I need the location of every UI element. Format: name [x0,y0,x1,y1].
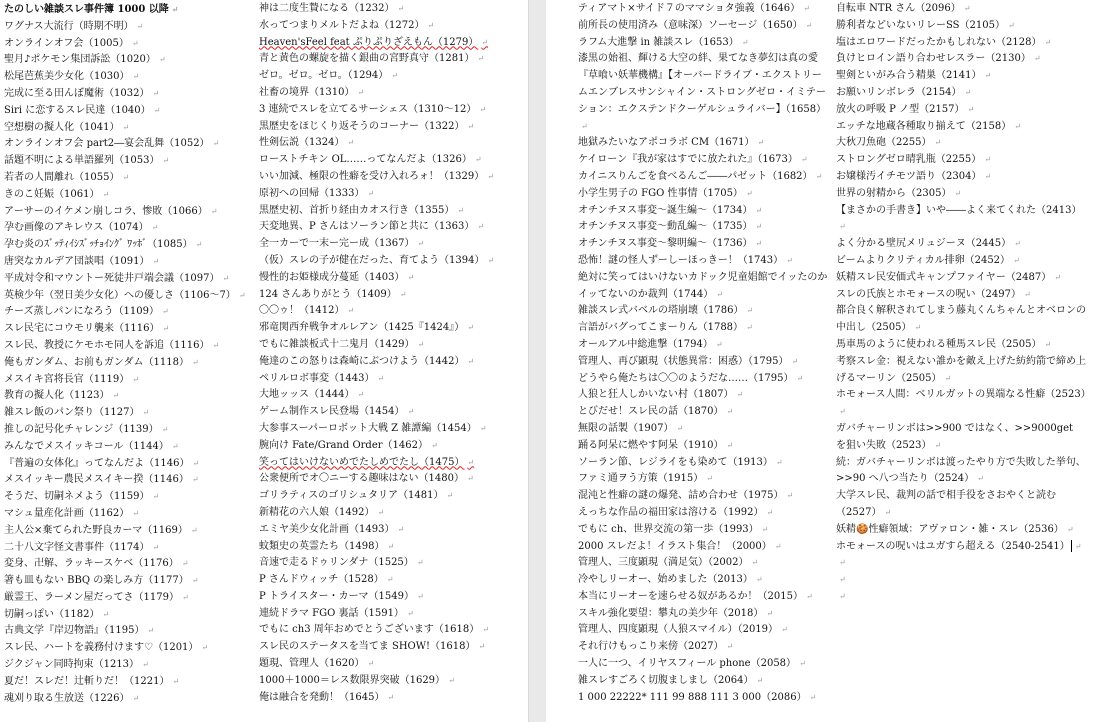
entry-line: とびだせ！スレ民の話（1870） ↵ [578,404,828,421]
entry-line: 恐怖！謎の怪人ずーしーほっきー！（1743） ↵ [578,253,828,270]
entry-line: 2000 スレだよ！イラスト集合！（2000） ↵ [578,539,828,556]
entry-line: スレの氏族とホモォースの呪い（2497） ↵ [836,287,1086,304]
entry-line: ソーラン節、レジライをも染めて（1913） ↵ [578,455,828,472]
entry-line: スキル強化要望：攀丸の美少年（2018） ↵ [578,606,828,623]
entry-line: 夏だ！スレだ！辻斬りだ！（1221） ↵ [4,674,256,691]
entry-line: 話題不明による単語羅列（1053） ↵ [4,153,256,170]
entry-line: 俺は融合を発動！（1645） ↵ [259,690,517,707]
entry-line: お願いリンボレラ（2154） ↵ [836,85,1086,102]
entry-line: 無限の話製（1907） ↵ [578,421,828,438]
entry-line: 邪竜関西弁戦争オルレアン（1425『1424』） ↵ [259,320,517,337]
entry-line: スレ民のステータスを当てま SHOW!（1618） ↵ [259,639,517,656]
entry-list-4 [836,1,1091,606]
entry-line: ワグナス大流行（時期不明） ↵ [4,19,256,36]
entry-line: （仮）スレの子が健在だった、育てよう（1394） ↵ [259,253,517,270]
entry-line: 英検少年（翌日美少女化）への優しさ（1106～7） ↵ [4,288,256,305]
entry-line: ペリルロボ事変（1443） ↵ [259,371,517,388]
entry-line: そうだ、切嗣ネメよう（1159） ↵ [4,489,256,506]
entry-line: スレ民、教授にケモホモ同人を訴追（1116） ↵ [4,338,256,355]
entry-line: お嬢様汚イチモツ語り（2304） ↵ [836,169,1086,186]
entry-line: オチンチヌス事変～黎明編～（1736） ↵ [578,236,828,253]
entry-list-3 [578,1,828,706]
entry-line: ファミ通ヲう方策（1915） ↵ [578,471,828,488]
entry-line: どうやら俺たちは〇〇のようだな……（1795） ↵ [578,371,828,388]
entry-line: 切嗣っぽい（1182） ↵ [4,607,256,624]
entry-line: いい加減、極限の性癖を受け入れろォ！（1329） ↵ [259,169,517,186]
entry-line: 推しの記号化チャレンジ（1139） ↵ [4,422,256,439]
entry-line: P トライスター・カーマ（1549） ↵ [259,589,517,606]
entry-line: 性剣伝説（1324） ↵ [259,135,517,152]
entry-line: 混沌と性癖の謎の爆発、詰め合わせ（1975） ↵ [578,488,828,505]
entry-line: 1 000 22222* 111 99 888 111 3 000（2086） ↵ [578,690,828,707]
entry-line: P さんドウィッチ（1528） ↵ [259,572,517,589]
entry-line: 空想樹の擬人化（1041） ↵ [4,120,256,137]
entry-line [836,572,1086,589]
entry-line: きのこ妊娠（1061） ↵ [4,187,256,204]
entry-line: 天変地異、P さんはソーラン節と共に（1363） ↵ [259,219,517,236]
entry-line: 大地ッッス（1444） ↵ [259,387,517,404]
entry-line: 変身、卍解、ラッキースケベ（1176） ↵ [4,556,256,573]
entry-line: 原初への回帰（1333） ↵ [259,186,517,203]
entry-line: 妖精🍪性癖領域：アヴァロン・雑・スレ（2536） ↵ [836,522,1086,539]
page-gutter [528,0,548,722]
entry-line: 『普遍の女体化』ってなんだよ（1146） ↵ [4,456,256,473]
entry-line: 若者の人間離れ（1055） ↵ [4,170,256,187]
entry-line: 考察スレ金：視えない誰かを敵え上げた紡約箭で締め上げるマーリン（2505） ↵ [836,354,1086,388]
entry-line: Heaven'sFeel feat ぷりぷりざえもん（1279） ↵ [259,35,517,52]
entry-line: 俺達のこの怒りは森崎にぶつけよう（1442） ↵ [259,354,517,371]
entry-line [836,589,1086,606]
entry-line: 蚊類史の英霊たち（1498） ↵ [259,539,517,556]
entry-line: 笑ってはいけないめでたしめでたし（1475） ↵ [259,455,517,472]
entry-line: 【まさかの手書き】いや――よく来てくれた（2413） ↵ [836,203,1086,237]
entry-line: 水ってつまりメルトだよね（1272） ↵ [259,18,517,35]
entry-line: 神は二度生贄になる（1232） ↵ [259,1,517,18]
entry-line: 教育の擬人化（1123） ↵ [4,388,256,405]
entry-line: 公衆便所でオ〇ニーする趣味はない（1480） ↵ [259,471,517,488]
entry-line: 聖月♪ポケモン集団訴訟（1020） ↵ [4,52,256,69]
entry-line: 雑スレすごろく切腹ましまし（2064） ↵ [578,673,828,690]
entry-line: 大秋刀魚砲（2255） ↵ [836,135,1086,152]
entry-line: 聖剣といがみ合う精巣（2141） ↵ [836,68,1086,85]
entry-line: みんなでメスイッキコール（1144） ↵ [4,439,256,456]
entry-line: 絶対に笑ってはいけないカドック児童娼館でイッたのかイッてないのか裁判（1744） ↵ [578,270,828,304]
entry-line: 唐突なカルデア団談唱（1091） ↵ [4,254,256,271]
entry-line: オチンチヌス事変～誕生編～（1734） ↵ [578,203,828,220]
entry-line: でもに雑談板式十二鬼月（1429） ↵ [259,337,517,354]
entry-line: 黒歴史初、首折り経由カオス行き（1355） ↵ [259,203,517,220]
entry-line: ストロングゼロ晴乳瓶（2255） ↵ [836,152,1086,169]
entry-line: 松尾芭蕉美少女化（1030） ↵ [4,69,256,86]
entry-line: 古典文学『岸辺物語』（1195） ↵ [4,623,256,640]
left-page [0,0,528,722]
entry-line: マシュ量産化計画（1162） ↵ [4,506,256,523]
entry-line: 完成に至る田んぼ魔術（1032） ↵ [4,86,256,103]
entry-line: それ行けもっこり来傍（2027） ↵ [578,639,828,656]
entry-line: よく分かる壁尻メリュジーヌ（2445） ↵ [836,236,1086,253]
entry-line [836,555,1086,572]
entry-line: 1000＋1000＝レス数限界突破（1629） ↵ [259,673,517,690]
entry-line: 本当にリーオーを速らせる奴があるか！（2015） ↵ [578,589,828,606]
entry-line: 青と黄色の螺旋を描く銀曲の宮野真守（1281） ↵ [259,51,517,68]
entry-line: 言語がバグってこまーりん（1788） ↵ [578,320,828,337]
entry-line: Siri に恋するスレ民達（1040） ↵ [4,103,256,120]
entry-line: 踊る阿呆に燃やす阿呆（1910） ↵ [578,438,828,455]
entry-line: オールアル中総進撃（1794） ↵ [578,337,828,354]
entry-line: アーサーのイケメン崩しコラ、惨敗（1066） ↵ [4,204,256,221]
document-title: たのしい雑談スレ事件簿 1000 以降 ↵ [4,1,256,19]
entry-line: 雑スレ飯のパン祭り（1127） ↵ [4,405,256,422]
entry-line: ゼロ。ゼロ。ゼロ。（1294） ↵ [259,68,517,85]
entry-list-1 [4,19,256,708]
entry-line: 黒歴史をほじくり返そうのコーナー（1322） ↵ [259,119,517,136]
entry-line: 馬車馬のように使われる種馬スレ民（2505） ↵ [836,337,1086,354]
entry-line: 全一カーで一末ー完ー成（1367） ↵ [259,236,517,253]
entry-line: 冷やしリーオー、始めました（2013） ↵ [578,572,828,589]
entry-line: 厳霊王、ラーメン屋だってさ（1179） ↵ [4,590,256,607]
entry-line: エミヤ美少女化計画（1493） ↵ [259,522,517,539]
entry-line: 社畜の境界（1310） ↵ [259,85,517,102]
entry-line: 勝利者などいないリレーSS（2105） ↵ [836,18,1086,35]
entry-line: 主人公×棄てられた野良カーマ（1169） ↵ [4,523,256,540]
column-1 [4,1,256,707]
entry-line: 都合良く解釈されてしまう藤丸くんちゃんとオベロンの中出し（2505） ↵ [836,303,1086,337]
entry-line: 負けヒロイン語り合わせレスラー（2130） ↵ [836,51,1086,68]
entry-line: 俺もガンダム、お前もガンダム（1118） ↵ [4,355,256,372]
entry-line: 124 さんありがとう（1409） ↵ [259,287,517,304]
entry-line: 人狼と狂人しかいない村（1807） ↵ [578,387,828,404]
entry-line: 題現、管理人（1620） ↵ [259,656,517,673]
entry-line: 新精花の六人娘（1492） ↵ [259,505,517,522]
entry-line: 一人に一つ、イリヤスフィール phone（2058） ↵ [578,656,828,673]
entry-line: ジクジャン同時拘束（1213） ↵ [4,657,256,674]
entry-line: 世界の射精から（2305） ↵ [836,186,1086,203]
entry-line: ゴリラティスのゴリシュタリア（1481） ↵ [259,488,517,505]
entry-line: エッチな地蔵各種取り揃えて（2158） ↵ [836,119,1086,136]
entry-line: オンラインオフ会 part2―宴会乱舞（1052） ↵ [4,136,256,153]
entry-line: 平成対令和マウントー死徒井戸端会議（1097） ↵ [4,271,256,288]
entry-line: でもに ch3 周年おめでとうございます（1618） ↵ [259,622,517,639]
column-4 [836,1,1091,606]
entry-line: 慢性的お姫様成分蔓延（1403） ↵ [259,270,517,287]
entry-line: スレ民、ハートを義務付けます♡（1201） ↵ [4,640,256,657]
text-cursor [1071,540,1072,552]
entry-line: 管理人、三度顕現（満足気）（2002） ↵ [578,555,828,572]
entry-line: 箸も皿もない BBQ の楽しみ方（1177） ↵ [4,573,256,590]
entry-line: オンラインオフ会（1005） ↵ [4,36,256,53]
entry-line: 小学生男子の FGO 性事情（1705） ↵ [578,186,828,203]
entry-line: 腕向け Fate/Grand Order（1462） ↵ [259,438,517,455]
entry-line: ゲーム制作スレ民登場（1454） ↵ [259,404,517,421]
entry-line: 前所長の使用済み（意味深）ソーセージ（1650） ↵ [578,18,828,35]
entry-line: ラフム大進撃 in 雑談スレ（1653） ↵ [578,35,828,52]
entry-line: 二十八文字怪文書事件（1174） ↵ [4,540,256,557]
entry-line: 魂刈り取る生放送（1226） ↵ [4,691,256,708]
entry-line: 管理人、再び顕現（状態異常：困惑）（1795） ↵ [578,354,828,371]
entry-line: ホモォースの呪いはユガすら超える（2540-2541） ↵ [836,539,1086,556]
entry-line: 放火の呼吸 P ノ型（2157） ↵ [836,102,1086,119]
entry-line: 〇〇ゥ！（1412） ↵ [259,303,517,320]
entry-line: ローストチキン OL……ってなんだよ（1326） ↵ [259,152,517,169]
entry-line: 地獄みたいなアポコラボ CM（1671） ↵ [578,135,828,152]
right-page [546,0,1094,722]
entry-line: 管理人、四度顕現（人狼スマイル）（2019） ↵ [578,622,828,639]
entry-line: メスイッキー農民メスイキー揆（1146） ↵ [4,472,256,489]
entry-line: ケイローン『我が家はすでに放たれた』（1673） ↵ [578,152,828,169]
entry-line: 雑談スレ式バベルの塔崩壊（1786） ↵ [578,303,828,320]
entry-line: ホモォース人間：ベリルガットの異端なる性癖（2523） ↵ [836,387,1086,421]
entry-line: 音速で走るドゥリンダナ（1525） ↵ [259,555,517,572]
entry-line: 大参事スーパーロボット大戦 Z 雑譚編（1454） ↵ [259,421,517,438]
entry-line: 続：ガバチャーリンボは渡ったやり方で失敗した挙句、>>90 へ八つ当たり（2524） ↵ [836,455,1086,489]
entry-line: 孕む炎のｽﾞｯﾃｨｲｼｽﾞｯﾁｮｲﾝｸﾞ ﾜｯﾎﾞ（1085） ↵ [4,237,256,254]
entry-line: カイニスりんごを食べるんご――パゼット（1682） ↵ [578,169,828,186]
entry-line: 3 連続でスレを立てるサーシェス（1310～12） ↵ [259,102,517,119]
entry-line: ティアマト×サイド７のママショタ強義（1646） ↵ [578,1,828,18]
column-3 [578,1,828,706]
entry-list-2 [259,1,517,706]
entry-line: 自転車 NTR さん（2096） ↵ [836,1,1086,18]
entry-line: スレ民宅にコウモリ襲来（1116） ↵ [4,321,256,338]
entry-line: 大学スレ民、裁判の話で相手役をさおやくと読む（2527） ↵ [836,488,1086,522]
entry-line: 漆黒の始祖、輝ける大空の絆、果てなき夢幻は真の愛『草喰い妖華機構』【オーバードライブ・エクストリームエンブレスサンシャイン・ストロングゼロ・イミテーション：エクステンドクーゲルシュライバー】（1658） ↵ [578,51,828,135]
entry-line: 塩はエロワードだったかもしれない（2128） ↵ [836,35,1086,52]
entry-line: オチンチヌス事変～動乱編～（1735） ↵ [578,219,828,236]
entry-line: でもに ch、世界交流の第一歩（1993） ↵ [578,522,828,539]
entry-line: チーズ蒸しパンになろう（1109） ↵ [4,304,256,321]
column-2 [259,1,517,706]
entry-line: えっちな作品の福田家は溶ける（1992） ↵ [578,505,828,522]
entry-line: ガバチャーリンボは>>900 ではなく、>>9000get を狙い失敗（2523） ↵ [836,421,1086,455]
entry-line: メスイキ宮将長官（1119） ↵ [4,372,256,389]
entry-line: 連続ドラマ FGO 裏話（1591） ↵ [259,606,517,623]
entry-line: 孕む画像のアキレウス（1074） ↵ [4,220,256,237]
entry-line: ビームよりクリティカル排卵（2452） ↵ [836,253,1086,270]
entry-line: 妖精スレ民安価式キャンプファイヤー（2487） ↵ [836,270,1086,287]
